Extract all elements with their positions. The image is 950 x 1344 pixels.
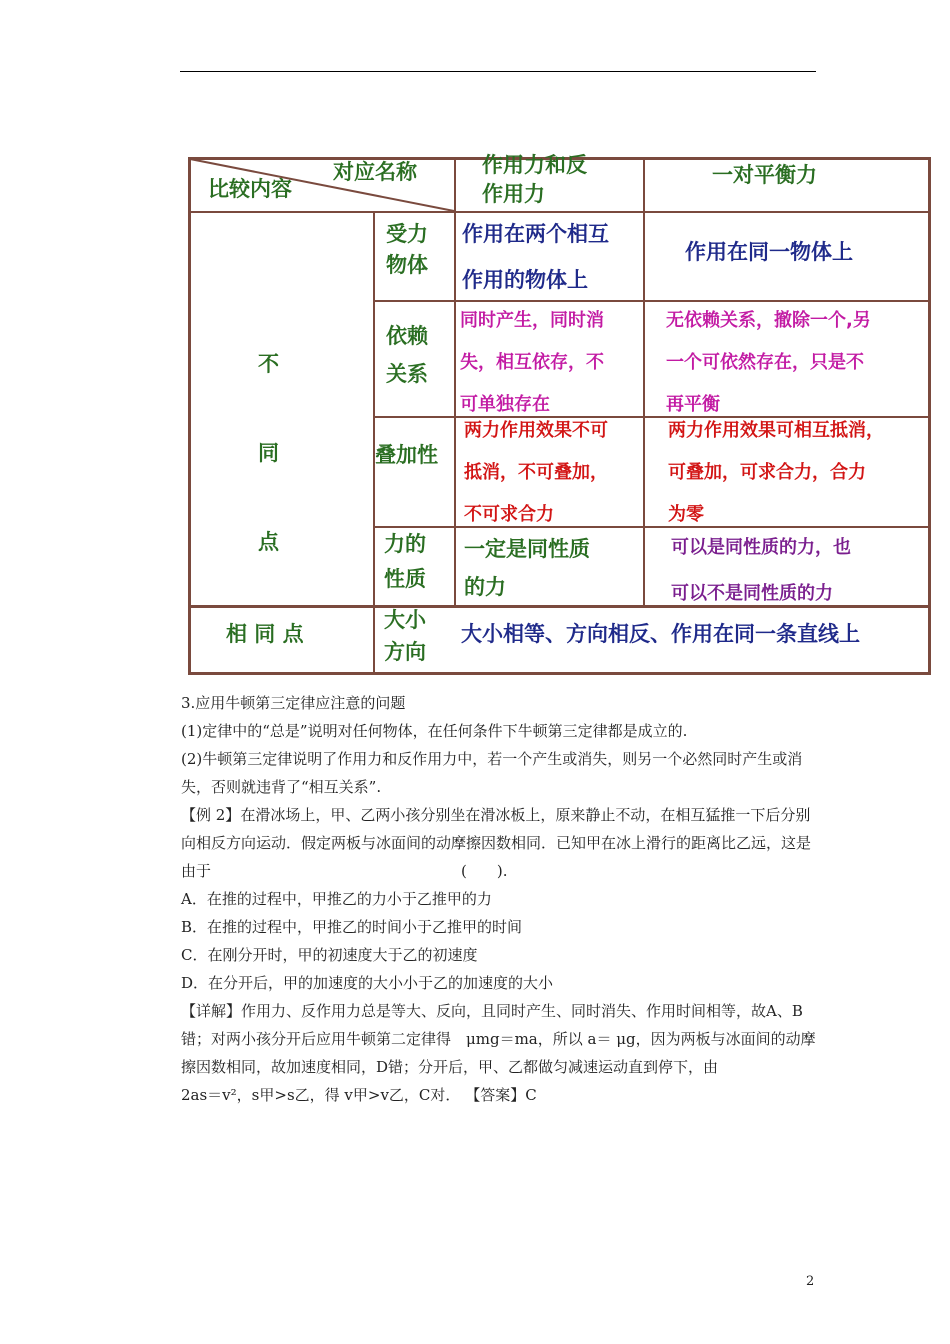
row-label-force-object: 受力 物体 — [386, 222, 428, 277]
option-d: D．在分开后，甲的加速度的大小小于乙的加速度的大小 — [181, 974, 554, 992]
article-body — [181, 689, 821, 1109]
option-a: A．在推的过程中，甲推乙的力小于乙推甲的力 — [181, 890, 492, 908]
header-corner-left: 比较内容 — [208, 177, 292, 201]
group-label-different: 不 同 点 — [258, 352, 279, 554]
note-item-1: (1)定律中的“总是”说明对任何物体，在任何条件下牛顿第三定律都是成立的. — [181, 722, 688, 740]
table-divider — [643, 157, 645, 606]
row3-col2-text: 两力作用效果可相互抵消， 可叠加，可求合力，合力 为零 — [668, 420, 884, 525]
row-label-dependency: 依赖 关系 — [386, 324, 428, 386]
table-border — [188, 157, 191, 675]
row4-col1-text: 一定是同性质 的力 — [464, 537, 590, 599]
comparison-table — [188, 153, 931, 675]
row3-col1-text: 两力作用效果不可 抵消，不可叠加， 不可求合力 — [464, 420, 608, 525]
answer-value: C — [525, 1086, 537, 1104]
row-label-superposition: 叠加性 — [375, 443, 438, 467]
same-points-text: 大小相等、方向相反、作用在同一条直线上 — [461, 622, 860, 646]
table-border — [188, 672, 931, 675]
note-item-2: (2)牛顿第三定律说明了作用力和反作用力中，若一个产生或消失，则另一个必然同时产生或消失，否则就违背了“相互关系”. — [181, 750, 803, 796]
option-b: B．在推的过程中，甲推乙的时间小于乙推甲的时间 — [181, 918, 523, 936]
same-points-sub-label: 大小 方向 — [384, 608, 426, 664]
example-tag: 【例 2】 — [181, 806, 241, 824]
answer-tag: 【答案】 — [465, 1086, 526, 1104]
solution-text: 作用力、反作用力总是等大、反向，且同时产生、同时消失、作用时间相等，故A、B错；对两小孩分开后应用牛顿第二定律得 μmg＝ma，所以 a＝ μg，因为两板与冰面间的动摩擦因数相同，故加速度相同，D错；分开后，甲、乙都做匀减速运动直到停下，由 — [181, 1002, 816, 1076]
same-points-label: 相 同 点 — [226, 622, 304, 646]
row4-col2-text: 可以是同性质的力，也 可以不是同性质的力 — [671, 537, 851, 604]
option-c: C．在刚分开时，甲的初速度大于乙的初速度 — [181, 946, 478, 964]
header-col2: 一对平衡力 — [712, 163, 817, 187]
row1-col2-text: 作用在同一物体上 — [685, 240, 853, 264]
header-corner-right: 对应名称 — [333, 160, 417, 184]
example-question — [181, 801, 821, 885]
solution — [181, 997, 821, 1081]
example-stem: 在滑冰场上，甲、乙两小孩分别坐在滑冰板上，原来静止不动，在相互猛推一下后分别向相反方向运动．假定两板与冰面间的动摩擦因数相同．已知甲在冰上滑行的距离比乙远，这是由于 — [181, 806, 812, 880]
answer-blank: ( ). — [461, 862, 508, 880]
page-number: 2 — [806, 1274, 815, 1289]
solution-formula: 2as＝v²，s甲>s乙，得 v甲>v乙，C对． — [181, 1086, 461, 1104]
row2-col1-text: 同时产生，同时消 失，相互依存，不 可单独存在 — [460, 310, 604, 415]
header-rule — [180, 71, 816, 72]
section-heading: 3.应用牛顿第三定律应注意的问题 — [181, 694, 406, 712]
row-label-nature: 力的 性质 — [384, 532, 426, 591]
row1-col1-text: 作用在两个相互 作用的物体上 — [462, 222, 609, 292]
solution-conclusion — [181, 1081, 821, 1109]
row2-col2-text: 无依赖关系，撤除一个,另 一个可依然存在，只是不 再平衡 — [666, 310, 871, 415]
header-col1: 作用力和反 作用力 — [482, 153, 587, 206]
table-divider — [454, 157, 456, 606]
solution-tag: 【详解】 — [181, 1002, 242, 1020]
